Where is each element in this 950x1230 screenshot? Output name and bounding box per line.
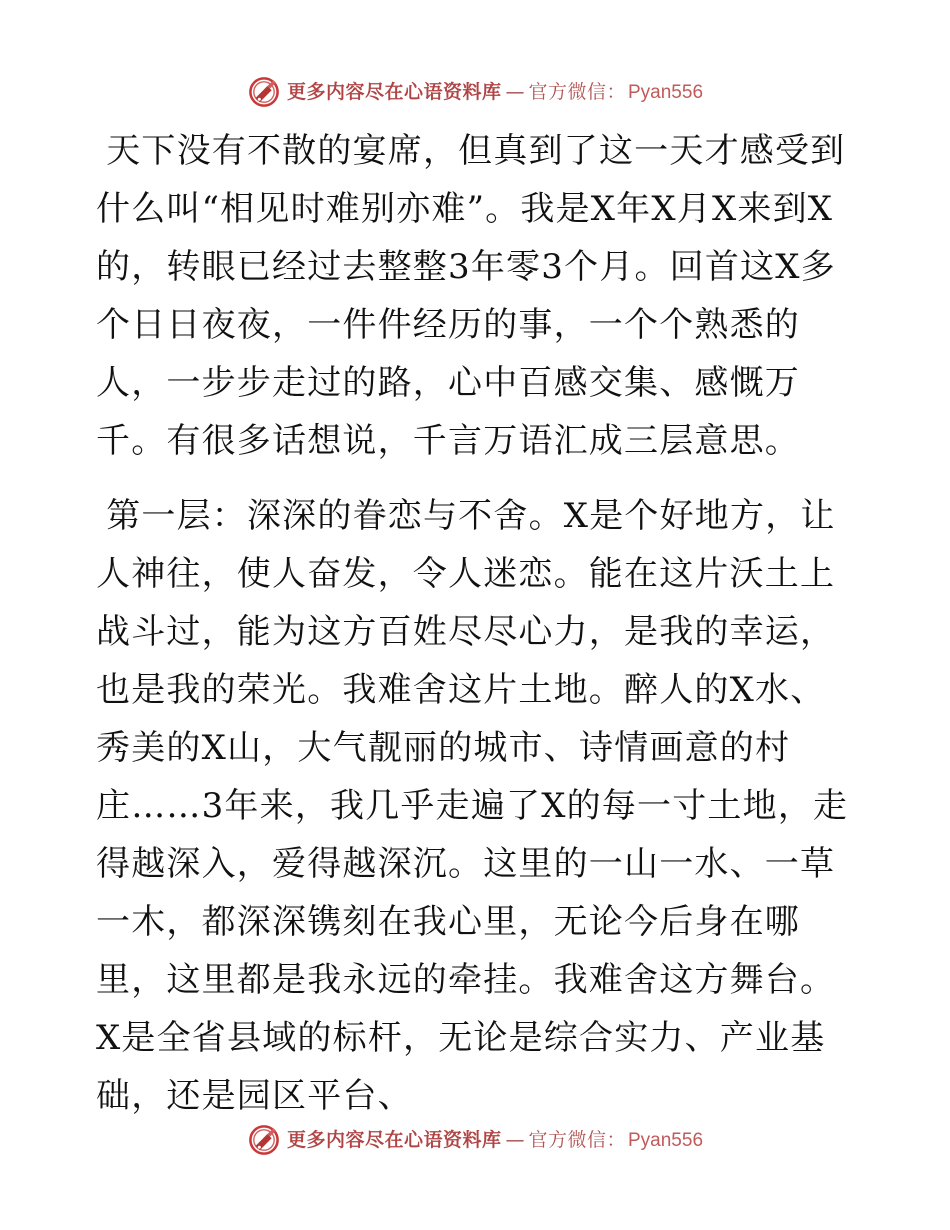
header-banner-dash: — [505, 80, 525, 103]
document-body [96, 122, 856, 1125]
header-banner-main-text: 更多内容尽在心语资料库 [286, 80, 502, 103]
footer-banner-text [286, 1128, 704, 1151]
header-banner-text [286, 80, 704, 103]
footer-watermark-banner [0, 1120, 950, 1160]
paragraph-1: 天下没有不散的宴席，但真到了这一天才感受到什么叫“相见时难别亦难”。我是X年X月X来到X的，转眼已经过去整整3年零3个月。回首这X多个日日夜夜，一件件经历的事，一个个熟悉的人，一步步走过的路，心中百感交集、感慨万千。有很多话想说，千言万语汇成三层意思。 [96, 131, 846, 461]
footer-banner-contact-text: 官方微信： [528, 1128, 626, 1151]
pen-nib-logo-icon [247, 1123, 281, 1157]
header-watermark-banner [0, 72, 950, 112]
footer-banner-main-text: 更多内容尽在心语资料库 [286, 1128, 502, 1151]
pen-nib-logo-icon [247, 75, 281, 109]
footer-banner-id: Pyan556 [628, 1129, 704, 1151]
paragraph-2: 第一层：深深的眷恋与不舍。X是个好地方，让人神往，使人奋发，令人迷恋。能在这片沃土上战斗过，能为这方百姓尽尽心力，是我的幸运，也是我的荣光。我难舍这片土地。醉人的X水、秀美的X山，大气靓丽的城市、诗情画意的村庄……3年来，我几乎走遍了X的每一寸土地，走得越深入，爱得越深沉。这里的一山一水、一草一木，都深深镌刻在我心里，无论今后身在哪里，这里都是我永远的牵挂。我难舍这方舞台。X是全省县域的标杆，无论是综合实力、产业基础，还是园区平台、 [96, 496, 849, 1116]
header-banner-id: Pyan556 [628, 81, 704, 103]
header-banner-contact-text: 官方微信： [528, 80, 626, 103]
footer-banner-dash: — [505, 1128, 525, 1151]
